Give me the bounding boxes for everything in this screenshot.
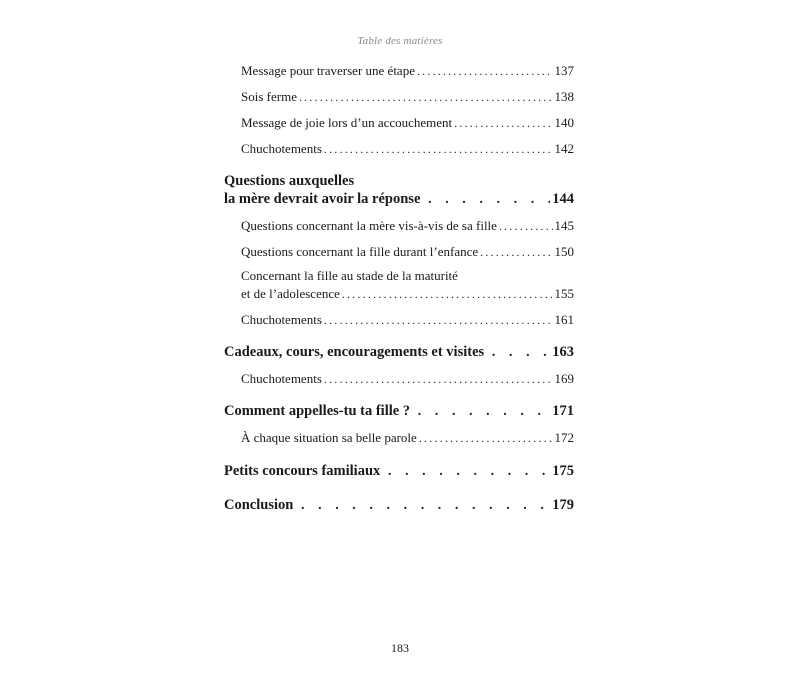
dot-leader (454, 116, 552, 131)
toc-entry-title: Chuchotements (241, 371, 322, 386)
toc-entry (241, 218, 574, 234)
toc-entry (241, 115, 574, 131)
dot-leader (417, 64, 553, 79)
toc-chapter-title: Conclusion (224, 497, 294, 513)
toc-entry-page: 169 (554, 371, 574, 386)
toc-chapter (224, 191, 574, 208)
toc-entry-title: Message de joie lors d’un accouchement (241, 115, 453, 130)
toc-entry-title: et de l’adolescence (241, 286, 340, 301)
toc-entry-page: 172 (554, 430, 574, 445)
toc-entry-title: Questions concernant la fille durant l’enfance (241, 244, 479, 259)
dot-leader (295, 498, 550, 514)
dot-leader (382, 464, 550, 480)
toc-chapter-title: la mère devrait avoir la réponse (224, 191, 421, 207)
toc-entry (241, 89, 574, 105)
toc-chapter-title-line1: Questions auxquelles (224, 173, 355, 189)
toc-entry-page: 155 (554, 286, 574, 301)
toc-entry-page: 142 (554, 141, 574, 156)
toc-entry-page: 138 (554, 89, 574, 104)
toc-chapter (224, 463, 574, 480)
toc-entry-title: Message pour traverser une étape (241, 63, 415, 78)
toc-entry-title: Chuchotements (241, 312, 322, 327)
toc-entry-title-line1: Concernant la fille au stade de la maturité (241, 268, 458, 283)
dot-leader (324, 142, 553, 157)
toc-chapter (224, 344, 574, 361)
dot-leader (499, 219, 553, 234)
dot-leader (299, 90, 553, 105)
toc-entry-page: 137 (554, 63, 574, 78)
toc-entry-title: À chaque situation sa belle parole (241, 430, 417, 445)
dot-leader (324, 372, 553, 387)
toc-chapter-title: Cadeaux, cours, encouragements et visites (224, 344, 485, 360)
toc-entry-title: Sois ferme (241, 89, 297, 104)
toc-entry (241, 371, 574, 387)
dot-leader (486, 345, 550, 361)
running-header: Table des matières (357, 35, 443, 47)
toc-chapter-page: 175 (552, 463, 574, 479)
toc-chapter-title: Petits concours familiaux (224, 463, 381, 479)
dot-leader (480, 245, 552, 260)
toc-entry-page: 161 (554, 312, 574, 327)
toc-chapter-title: Comment appelles-tu ta fille ? (224, 403, 411, 419)
page-number: 183 (391, 641, 409, 655)
dot-leader (412, 404, 550, 420)
toc-entry (241, 63, 574, 79)
toc-chapter (224, 497, 574, 514)
toc-chapter-page: 179 (552, 497, 574, 513)
toc-chapter-page: 163 (552, 344, 574, 360)
toc-entry (241, 244, 574, 260)
toc-entry-title: Chuchotements (241, 141, 322, 156)
dot-leader (342, 287, 553, 302)
toc-entry (241, 430, 574, 446)
dot-leader (422, 192, 550, 208)
toc-entry-page: 150 (554, 244, 574, 259)
toc-entry-page: 140 (554, 115, 574, 130)
toc-entry (241, 312, 574, 328)
toc-entry (241, 286, 574, 302)
toc-entry (241, 141, 574, 157)
toc-chapter (224, 403, 574, 420)
toc-entry-page: 145 (554, 218, 574, 233)
toc-entry-title: Questions concernant la mère vis-à-vis de sa fille (241, 218, 497, 233)
dot-leader (324, 313, 553, 328)
toc-chapter-page: 144 (552, 191, 574, 207)
dot-leader (419, 431, 553, 446)
toc-chapter-page: 171 (552, 403, 574, 419)
